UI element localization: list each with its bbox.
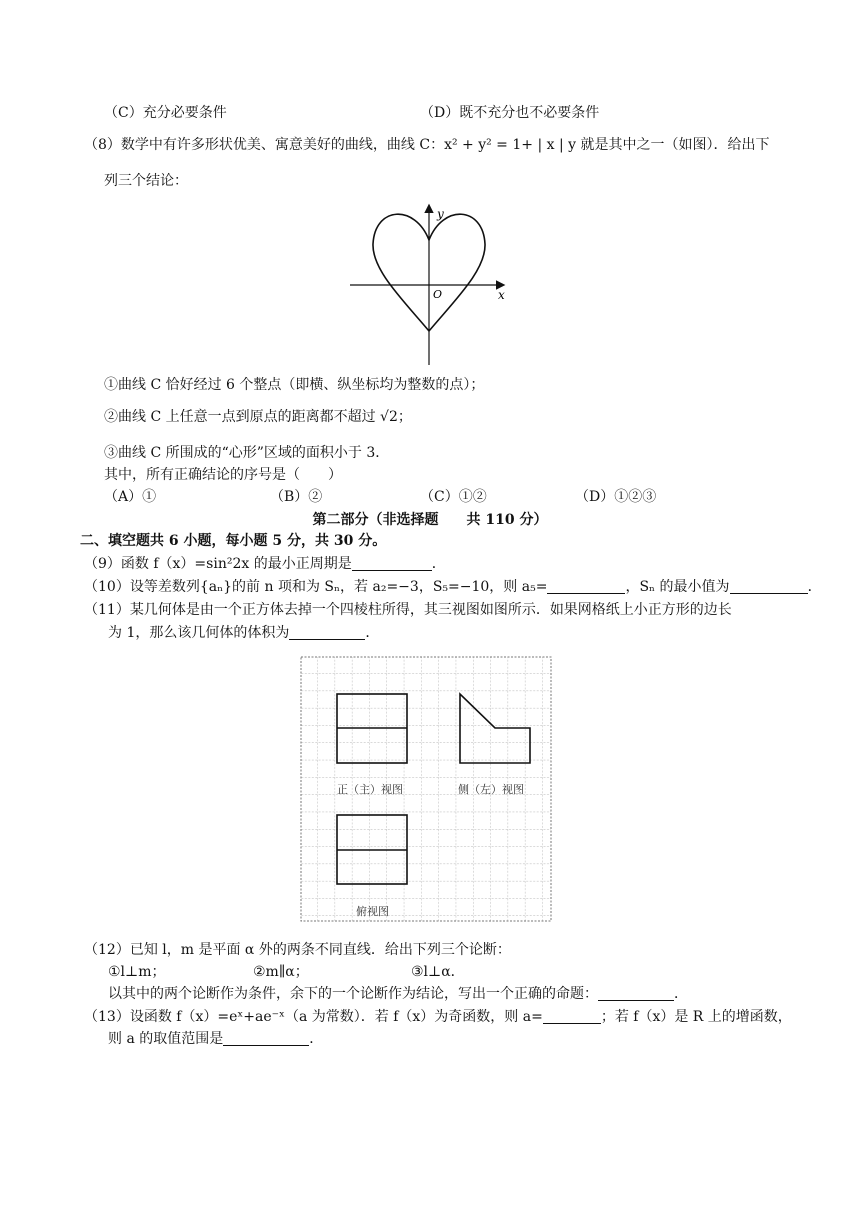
q9-text: （9）函数 f（x）=sin²2x 的最小正周期是 (84, 556, 352, 572)
heart-curve-figure (345, 200, 515, 368)
q11-answer-blank[interactable] (289, 625, 365, 640)
q11-end: ． (365, 625, 380, 641)
q10-text-b: ，Sₙ 的最小值为 (625, 579, 730, 595)
q12-line1: （12）已知 l，m 是平面 α 外的两条不同直线．给出下列三个论断： (84, 942, 511, 958)
q8-statement-2: ②曲线 C 上任意一点到原点的距离都不超过 √2； (104, 409, 412, 425)
q9 (84, 554, 446, 574)
q13-answer-blank-2[interactable] (223, 1031, 309, 1046)
y-axis-label: y (437, 207, 444, 221)
q10-end: ． (807, 579, 822, 595)
q9-answer-blank[interactable] (352, 556, 432, 571)
origin-label: O (433, 288, 443, 301)
q11-line2 (108, 623, 379, 643)
top-view-label: 俯视图 (356, 905, 389, 918)
q8-option-c: （C）①② (420, 489, 487, 505)
q13-text-a: （13）设函数 f（x）=eˣ+ae⁻ˣ（a 为常数）．若 f（x）为奇函数，则 a= (84, 1009, 543, 1025)
q7-option-c: （C）充分必要条件 (104, 105, 227, 121)
q8-stem-line2: 列三个结论： (104, 173, 188, 189)
q8-option-a: （A）① (104, 489, 157, 505)
q8-stem-line1: （8）数学中有许多形状优美、寓意美好的曲线，曲线 C：x² + y² = 1+ | x | y 就是其中之一（如图）．给出下 (84, 137, 770, 153)
q8-statement-3: ③曲线 C 所围成的“心形”区域的面积小于 3． (104, 445, 390, 461)
three-view-figure (300, 656, 552, 922)
q12-line3 (108, 984, 688, 1004)
front-view-label: 正（主）视图 (337, 783, 403, 796)
q12-end: ． (674, 986, 688, 1002)
q8-question: 其中，所有正确结论的序号是（ ） (104, 467, 342, 483)
q13-text-b: ；若 f（x）是 R 上的增函数， (600, 1009, 792, 1025)
q7-option-d: （D）既不充分也不必要条件 (420, 105, 600, 121)
q12-condition-3: ③l⊥α． (411, 964, 465, 980)
q13-answer-blank-1[interactable] (543, 1009, 601, 1024)
q13-text-c: 则 a 的取值范围是 (108, 1031, 224, 1047)
part2-heading: 第二部分（非选择题 共 110 分） (312, 512, 548, 528)
q11-line1: （11）某几何体是由一个正方体去掉一个四棱柱所得，其三视图如图所示．如果网格纸上小正方形的边长 (84, 602, 732, 618)
q13-line1 (84, 1007, 792, 1027)
q10 (84, 577, 822, 597)
q13-line2 (108, 1029, 323, 1049)
q10-text-a: （10）设等差数列{aₙ}的前 n 项和为 Sₙ，若 a₂=−3，S₅=−10，则 a₅= (84, 579, 548, 595)
q11-text: 为 1，那么该几何体的体积为 (108, 625, 290, 641)
q9-end: ． (431, 556, 446, 572)
q10-answer-blank-2[interactable] (730, 579, 808, 594)
q8-option-b: （B）② (270, 489, 323, 505)
q12-text: 以其中的两个论断作为条件，余下的一个论断作为结论，写出一个正确的命题： (108, 986, 598, 1002)
x-axis-label: x (498, 288, 505, 302)
side-view-label: 侧（左）视图 (458, 783, 524, 796)
q13-end: ． (309, 1031, 324, 1047)
section2-title: 二、填空题共 6 小题，每小题 5 分，共 30 分。 (80, 533, 387, 549)
q10-answer-blank-1[interactable] (547, 579, 625, 594)
q12-answer-blank[interactable] (598, 986, 674, 1001)
q12-condition-1: ①l⊥m； (108, 964, 166, 980)
q12-condition-2: ②m∥α； (253, 964, 309, 980)
q8-statement-1: ①曲线 C 恰好经过 6 个整点（即横、纵坐标均为整数的点）； (104, 377, 485, 393)
q8-option-d: （D）①②③ (575, 489, 657, 505)
